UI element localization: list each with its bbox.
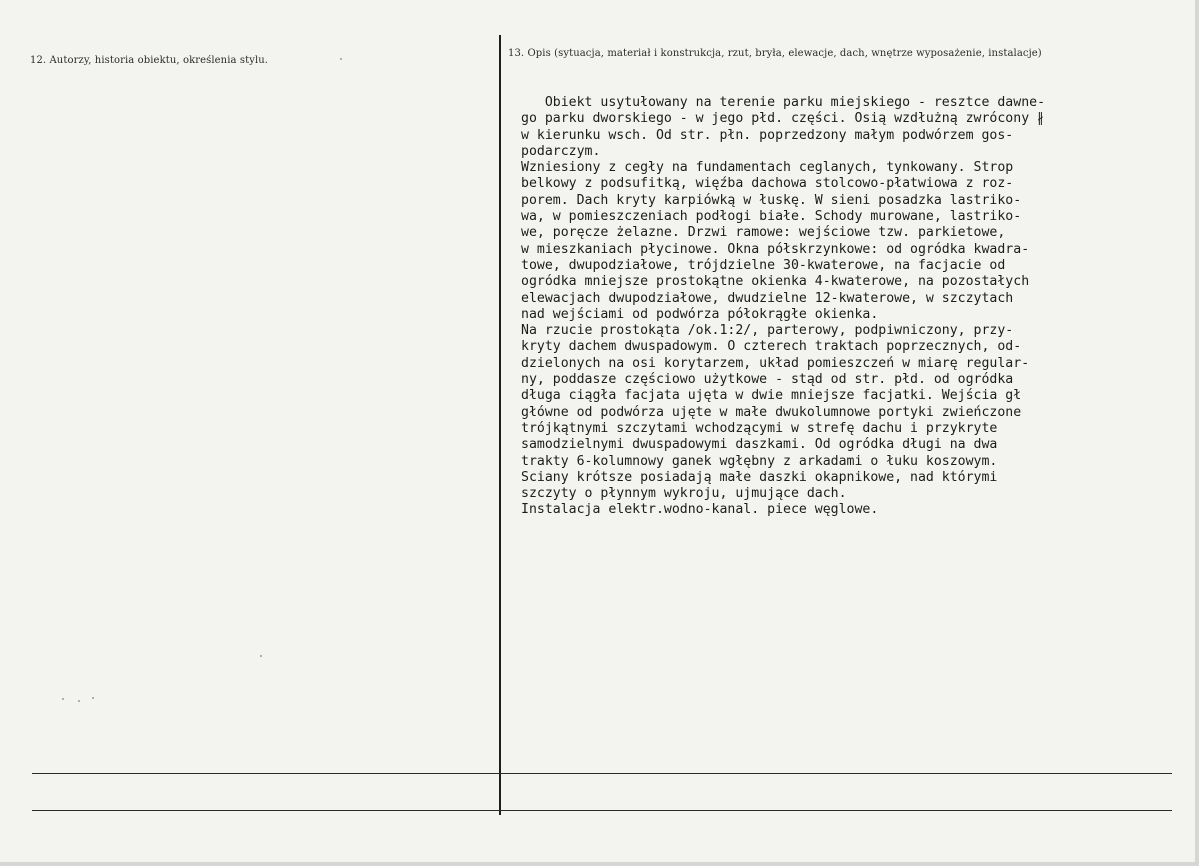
text-line: kryty dachem dwuspadowym. O czterech traktach poprzecznych, od- (521, 339, 1022, 355)
text-line: długa ciągła facjata ujęta w dwie mniejsze facjatki. Wejścia gł (521, 388, 1022, 404)
text-line: Wzniesiony z cegły na fundamentach ceglanych, tynkowany. Strop (521, 160, 1014, 176)
text-line: samodzielnymi dwuspadowymi daszkami. Od ogródka długi na dwa (521, 437, 998, 453)
text-line: trakty 6-kolumnowy ganek wgłębny z arkadami o łuku koszowym. (521, 453, 998, 469)
sheet-edge-right (1195, 0, 1199, 866)
text-line: szczyty o płynnym wykroju, ujmujące dach. (521, 486, 847, 502)
text-line: elewacjach dwupodziałowe, dwudzielne 12-kwaterowe, w szczytach (521, 290, 1014, 306)
text-line: Sciany krótsze posiadają małe daszki okapnikowe, nad którymi (521, 469, 998, 485)
section-12-heading: 12. Autorzy, historia obiektu, określenia stylu. (30, 55, 269, 66)
section-13-typed-text (521, 95, 1186, 519)
paper-speck (260, 655, 262, 657)
text-line: trójkątnymi szczytami wchodzącymi w strefę dachu i przykryte (521, 420, 998, 436)
sheet-edge-bottom (0, 862, 1199, 866)
text-line: nad wejściami od podwórza półokrągłe okienka. (521, 306, 879, 322)
column-divider (499, 35, 501, 815)
paper-speck (78, 700, 80, 702)
text-line: podarczym. (521, 143, 601, 159)
text-line: go parku dworskiego - w jego płd. części. Osią wzdłużną zwrócony ∦ (521, 111, 1044, 127)
text-line: we, poręcze żelazne. Drzwi ramowe: wejściowe tzw. parkietowe, (521, 225, 1006, 241)
text-line: dzielonych na osi korytarzem, układ pomieszczeń w miarę regular- (521, 355, 1030, 371)
text-line: Obiekt usytułowany na terenie parku miejskiego - resztce dawne- (521, 95, 1046, 110)
paper-speck (340, 58, 342, 60)
bottom-rule-lower (32, 810, 1172, 811)
text-line: porem. Dach kryty karpiówką w łuskę. W sieni posadzka lastriko- (521, 192, 1022, 208)
text-line: towe, dwupodziałowe, trójdzielne 30-kwaterowe, na facjacie od (521, 257, 1006, 273)
text-line: belkowy z podsufitką, więźba dachowa stolcowo-płatwiowa z roz- (521, 176, 1014, 192)
text-line: w mieszkaniach płycinowe. Okna półskrzynkowe: od ogródka kwadra- (521, 241, 1030, 257)
text-line: Na rzucie prostokąta /ok.1:2/, parterowy, podpiwniczony, przy- (521, 323, 1014, 339)
text-line: Instalacja elektr.wodno-kanal. piece węglowe. (521, 502, 879, 518)
paper-speck (62, 698, 64, 700)
section-13-heading: 13. Opis (sytuacja, materiał i konstrukcja, rzut, bryła, elewacje, dach, wnętrze wyposażenie, instalacje) (508, 48, 1042, 59)
text-line: ny, poddasze częściowo użytkowe - stąd od str. płd. od ogródka (521, 372, 1014, 388)
text-line: wa, w pomieszczeniach podłogi białe. Schody murowane, lastriko- (521, 209, 1022, 225)
text-line: główne od podwórza ujęte w małe dwukolumnowe portyki zwieńczone (521, 404, 1022, 420)
bottom-rule-upper (32, 773, 1172, 774)
text-line: ogródka mniejsze prostokątne okienka 4-kwaterowe, na pozostałych (521, 274, 1030, 290)
text-line: w kierunku wsch. Od str. płn. poprzedzony małym podwórzem gos- (521, 127, 1014, 143)
paper-speck (92, 697, 94, 699)
